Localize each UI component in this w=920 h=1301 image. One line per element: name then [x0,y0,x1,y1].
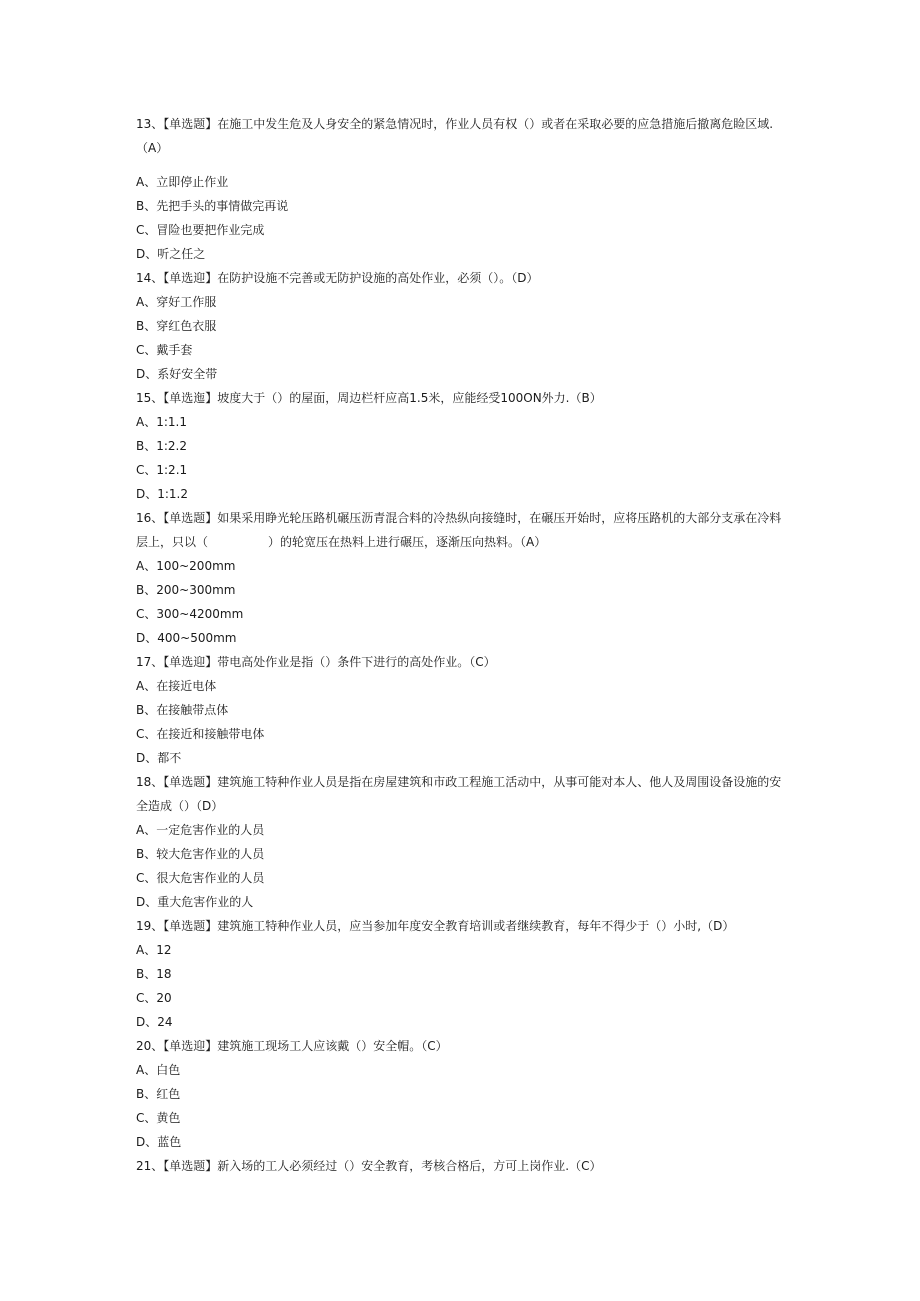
option-d: D、重大危害作业的人 [136,895,254,909]
option-d: D、24 [136,1015,173,1029]
question-20 [136,1034,786,1154]
option-b: B、先把手头的事情做完再说 [136,199,289,213]
option-d: D、系好安全带 [136,367,218,381]
question-21 [136,1154,786,1178]
option-c: C、冒险也要把作业完成 [136,223,265,237]
question-text: 14、【单选迎】在防护设施不完善或无防护设施的高处作业，必须（）。（D） [136,271,539,285]
question-13 [136,112,786,266]
option-d: D、400~500mm [136,631,237,645]
document-page [136,112,786,1178]
option-c: C、300~4200mm [136,607,244,621]
option-c: C、很大危害作业的人员 [136,871,265,885]
option-b: B、较大危害作业的人员 [136,847,265,861]
question-14 [136,266,786,386]
option-d: D、蓝色 [136,1135,182,1149]
option-b: B、1:2.2 [136,439,187,453]
question-18 [136,770,786,914]
option-c: C、20 [136,991,172,1005]
question-19 [136,914,786,1034]
question-17 [136,650,786,770]
option-c: C、1:2.1 [136,463,188,477]
option-a: A、白色 [136,1063,181,1077]
option-b: B、18 [136,967,172,981]
option-d: D、听之任之 [136,247,206,261]
option-d: D、1:1.2 [136,487,189,501]
option-a: A、1:1.1 [136,415,187,429]
option-c: C、戴手套 [136,343,193,357]
option-a: A、一定危害作业的人员 [136,823,265,837]
option-a: A、立即停止作业 [136,175,229,189]
question-text: 16、【单选题】如果采用睁光轮压路机碾压沥青混合料的冷热纵向接缝时，在碾压开始时，应将压路机的大部分支承在冷料层上，只以（ ）的轮宽压在热料上进行碾压，逐渐压向热料。（A） [136,511,782,549]
question-text: 20、【单选迎】建筑施工现场工人应该戴（）安全帽。（C） [136,1039,448,1053]
question-15 [136,386,786,506]
question-16 [136,506,786,650]
option-a: A、100~200mm [136,559,236,573]
question-text: 19、【单选题】建筑施工特种作业人员，应当参加年度安全教育培训或者继续教育，每年不得少于（）小时,（D） [136,919,735,933]
option-a: A、12 [136,943,172,957]
option-c: C、在接近和接触带电体 [136,727,265,741]
question-text: 17、【单选迎】带电高处作业是指（）条件下进行的高处作业。（C） [136,655,496,669]
option-b: B、穿红色衣服 [136,319,217,333]
option-a: A、在接近电体 [136,679,217,693]
option-a: A、穿好工作服 [136,295,217,309]
question-text: 18、【单选题】建筑施工特种作业人员是指在房屋建筑和市政工程施工活动中，从事可能对本人、他人及周围设备设施的安全造成（）（D） [136,775,782,813]
option-d: D、都不 [136,751,182,765]
option-b: B、红色 [136,1087,181,1101]
question-text: 13、【单选题】在施工中发生危及人身安全的紧急情况时，作业人员有权（）或者在采取必要的应急措施后撤离危睑区域.（A） [136,117,774,155]
option-b: B、在接触带点体 [136,703,229,717]
question-text: 15、【单选迤】坡度大于（）的屋面，周边栏杆应高1.5米，应能经受100ON外力.（B） [136,391,602,405]
question-text: 21、【单选题】新入场的工人必须经过（）安全教育，考核合格后，方可上岗作业.（C） [136,1159,602,1173]
option-b: B、200~300mm [136,583,236,597]
option-c: C、黄色 [136,1111,181,1125]
